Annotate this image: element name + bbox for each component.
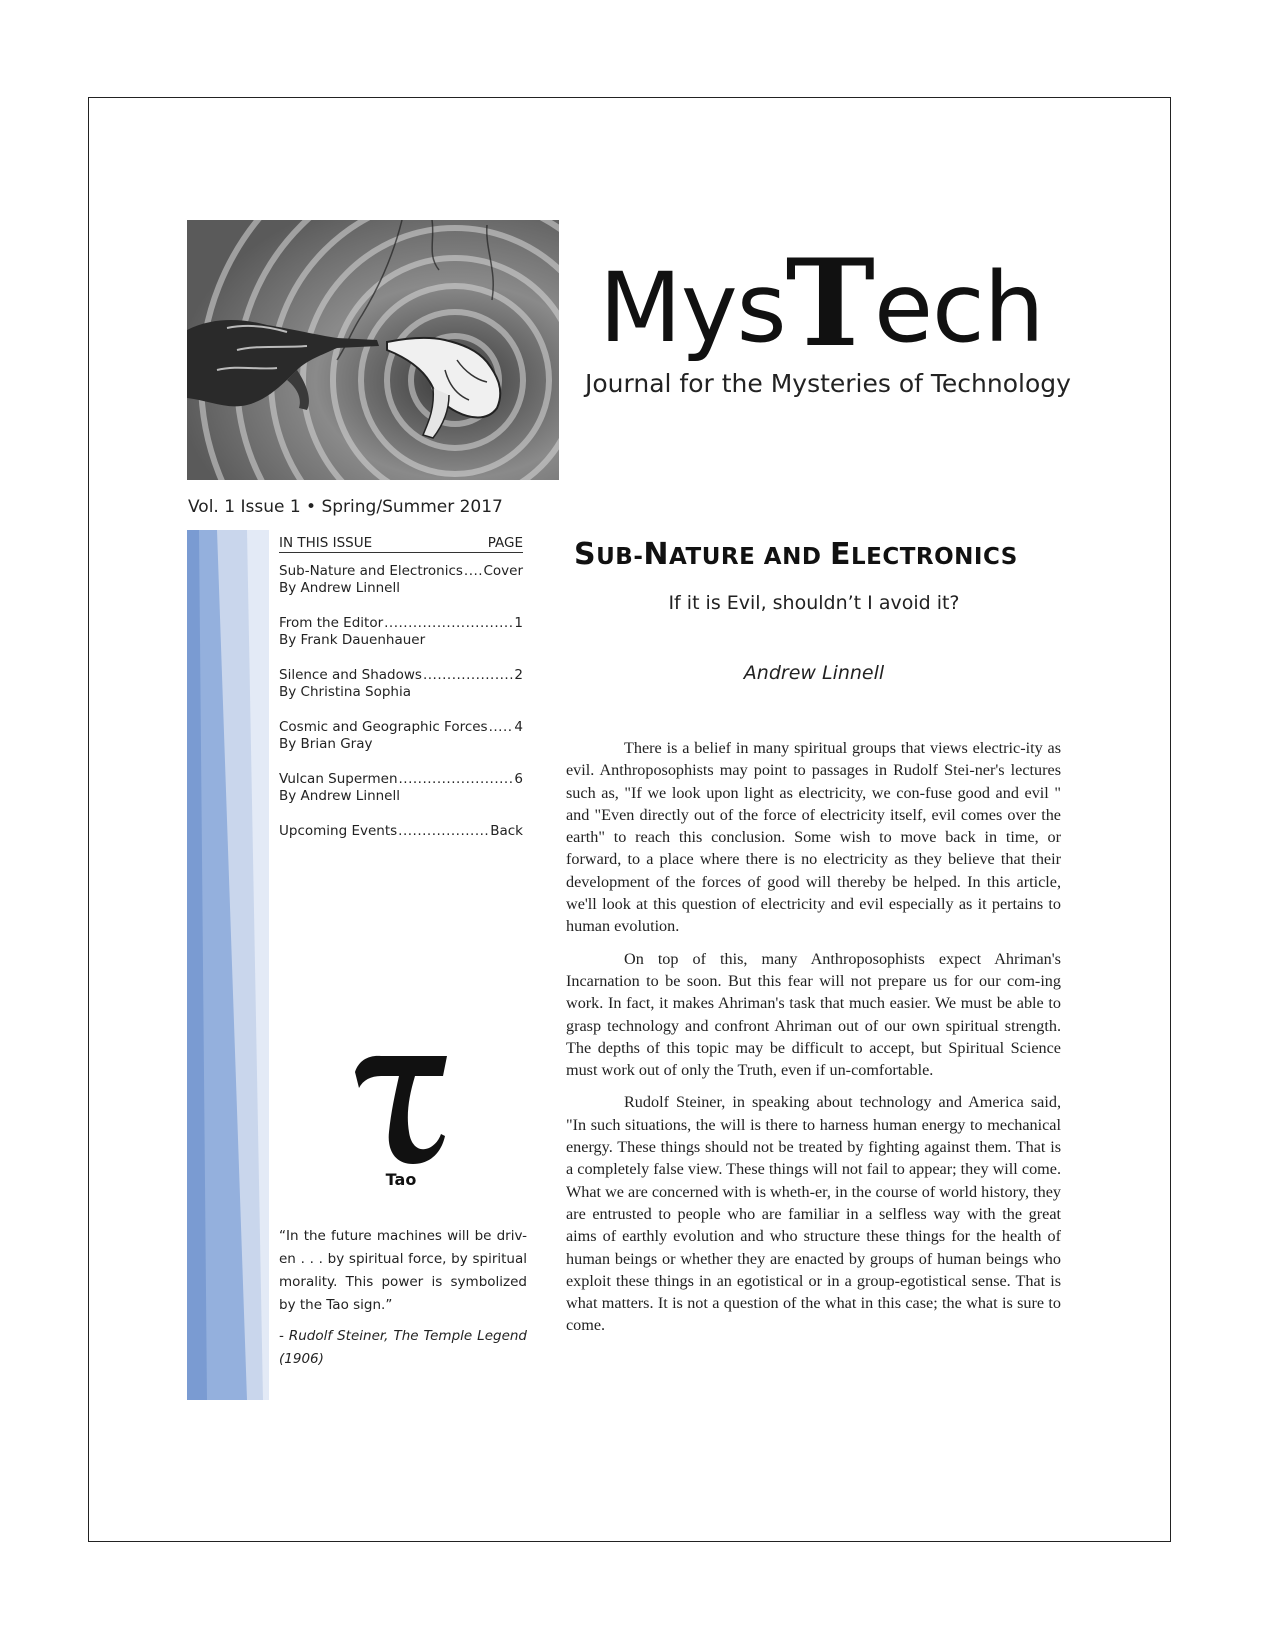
journal-tagline: Journal for the Mysteries of Technology <box>585 369 1071 398</box>
article-paragraph: On top of this, many Anthroposophists expect Ahriman's Incarnation to be soon. But this fear will not prepare us for our com-ing work. In fact, it makes Ahriman's task that much easier. We must be able to grasp technology and confront Ahriman out of our own spiritual strength. The depths of this topic may be difficult to accept, but Spiritual Science must work out of only the Truth, even if un-comfortable. <box>566 949 1061 1080</box>
toc-entry-page: 6 <box>514 771 523 787</box>
toc-header <box>279 535 523 553</box>
hands-ripple-image <box>187 220 559 480</box>
toc-entry[interactable] <box>279 615 523 649</box>
article-paragraph: There is a belief in many spiritual groups that views electric-ity as evil. Anthroposophists may point to passages in Rudolf Stei-ner's lectures such as, "If we look upon light as electricity, we con-fuse good and evil " and "Even directly out of the force of electricity itself, evil comes over the earth" to reach this conclusion. Some wish to move back in time, or forward, to a place where there is no electricity as they believe that their development of the forces of good will thereby be helped. In this article, we'll look at this question of electricity and evil especially as it pertains to human evolution. <box>566 739 1061 936</box>
cover-illustration <box>187 220 559 480</box>
toc-entry-page: 4 <box>514 719 523 735</box>
toc-entry-title: Upcoming Events <box>279 823 398 839</box>
steiner-quote <box>279 1225 527 1371</box>
issue-line: Vol. 1 Issue 1 • Spring/Summer 2017 <box>188 497 503 517</box>
toc-entry-title: Vulcan Supermen <box>279 771 398 787</box>
toc-entry-author: By Christina Sophia <box>279 684 412 700</box>
toc-entry-author: By Frank Dauenhauer <box>279 632 426 648</box>
toc-entry-author: By Andrew Linnell <box>279 580 400 596</box>
title-cap-n: N <box>643 537 669 572</box>
logo-prefix: Mys <box>599 252 786 364</box>
toc-entry-title: Cosmic and Geographic Forces <box>279 719 488 735</box>
article-subtitle: If it is Evil, shouldn’t I avoid it? <box>668 592 960 614</box>
title-cap-s: S <box>574 537 597 572</box>
table-of-contents <box>279 535 523 858</box>
toc-entry-author: By Brian Gray <box>279 736 373 752</box>
toc-entry-title: Sub-Nature and Electronics <box>279 563 463 579</box>
toc-entry[interactable] <box>279 563 523 597</box>
toc-entry-page: Back <box>490 823 523 839</box>
article-title <box>574 537 1054 572</box>
toc-entry-title: From the Editor <box>279 615 384 631</box>
title-part-1: UB- <box>596 544 644 570</box>
sidebar-decorative-bar <box>187 530 269 1400</box>
quote-attribution: - Rudolf Steiner, The Temple Legend (1906) <box>279 1328 527 1367</box>
toc-entry-page: 2 <box>514 667 523 683</box>
title-part-2: ATURE AND <box>668 544 830 570</box>
toc-entry-page: Cover <box>483 563 523 579</box>
article-author: Andrew Linnell <box>743 662 885 684</box>
tao-label: Tao <box>385 1170 417 1189</box>
toc-entry[interactable] <box>279 771 523 805</box>
tao-symbol-icon <box>351 1050 451 1170</box>
tao-figure <box>279 1050 523 1189</box>
toc-header-label: IN THIS ISSUE <box>279 535 373 551</box>
article-body <box>566 737 1061 1347</box>
title-cap-e: E <box>829 537 851 572</box>
article-paragraph: Rudolf Steiner, in speaking about technology and America said, "In such situations, the will is there to harness human energy to mechanical energy. These things should not be treated by fighting against them. That is a completely false view. These things will not fail to appear; they will come. What we are concerned with is wheth-er, in the course of world history, they are entrusted to people who are familiar in a selfless way with the great aims of earthly evolution and who structure these things for the health of human beings or whether they are enacted by groups of human beings who exploit these things in an egotistical or in a group-egotistical sense. That is what matters. It is not a question of the what in this case; the what is sure to come. <box>566 1093 1061 1335</box>
mystech-logo <box>599 233 1055 374</box>
toc-header-page: PAGE <box>487 535 523 551</box>
masthead <box>585 233 1071 398</box>
toc-entry[interactable] <box>279 719 523 753</box>
toc-entry[interactable] <box>279 667 523 701</box>
title-part-3: LECTRONICS <box>850 544 1018 570</box>
toc-entry-page: 1 <box>514 615 523 631</box>
logo-suffix: ech <box>873 252 1044 364</box>
toc-entry-author: By Andrew Linnell <box>279 788 400 804</box>
toc-entry-title: Silence and Shadows <box>279 667 422 683</box>
toc-entry[interactable] <box>279 823 523 840</box>
logo-tau-letter: T <box>785 233 874 374</box>
quote-text: “In the future machines will be driv-en . . . by spiritual force, by spiritual morality. This power is symbolized by the Tao sign.” <box>279 1228 527 1313</box>
